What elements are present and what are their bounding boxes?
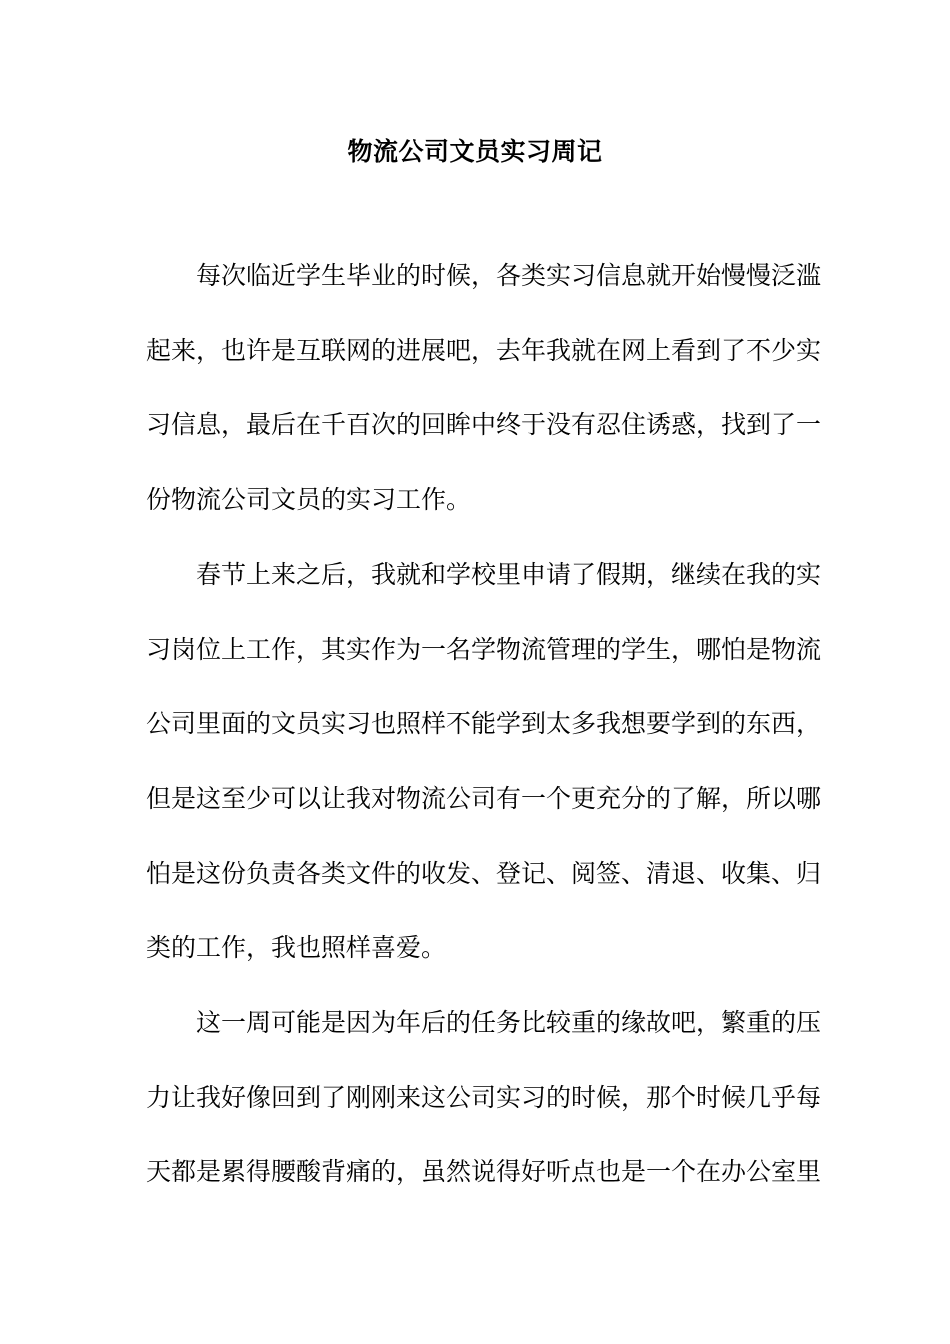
paragraph-2-line-4: 但是这至少可以让我对物流公司有一个更充分的了解，所以哪 bbox=[146, 784, 822, 813]
paragraph-2-line-2: 习岗位上工作，其实作为一名学物流管理的学生，哪怕是物流 bbox=[146, 635, 822, 664]
document-title: 物流公司文员实习周记 bbox=[347, 137, 603, 166]
paragraph-3-line-2: 力让我好像回到了刚刚来这公司实习的时候，那个时候几乎每 bbox=[146, 1083, 822, 1112]
paragraph-1-line-4: 份物流公司文员的实习工作。 bbox=[146, 485, 472, 514]
paragraph-2-line-1: 春节上来之后，我就和学校里申请了假期，继续在我的实 bbox=[196, 560, 822, 589]
paragraph-1-line-2: 起来，也许是互联网的进展吧，去年我就在网上看到了不少实 bbox=[146, 336, 822, 365]
paragraph-1-line-3: 习信息，最后在千百次的回眸中终于没有忍住诱惑，找到了一 bbox=[146, 410, 822, 439]
paragraph-3-line-3: 天都是累得腰酸背痛的，虽然说得好听点也是一个在办公室里 bbox=[146, 1157, 822, 1186]
paragraph-3-line-1: 这一周可能是因为年后的任务比较重的缘故吧，繁重的压 bbox=[196, 1008, 822, 1037]
paragraph-2-line-5: 怕是这份负责各类文件的收发、登记、阅签、清退、收集、归 bbox=[146, 859, 822, 888]
paragraph-2-line-6: 类的工作，我也照样喜爱。 bbox=[146, 933, 447, 962]
paragraph-2-line-3: 公司里面的文员实习也照样不能学到太多我想要学到的东西， bbox=[146, 709, 822, 738]
paragraph-1-line-1: 每次临近学生毕业的时候，各类实习信息就开始慢慢泛滥 bbox=[196, 261, 822, 290]
